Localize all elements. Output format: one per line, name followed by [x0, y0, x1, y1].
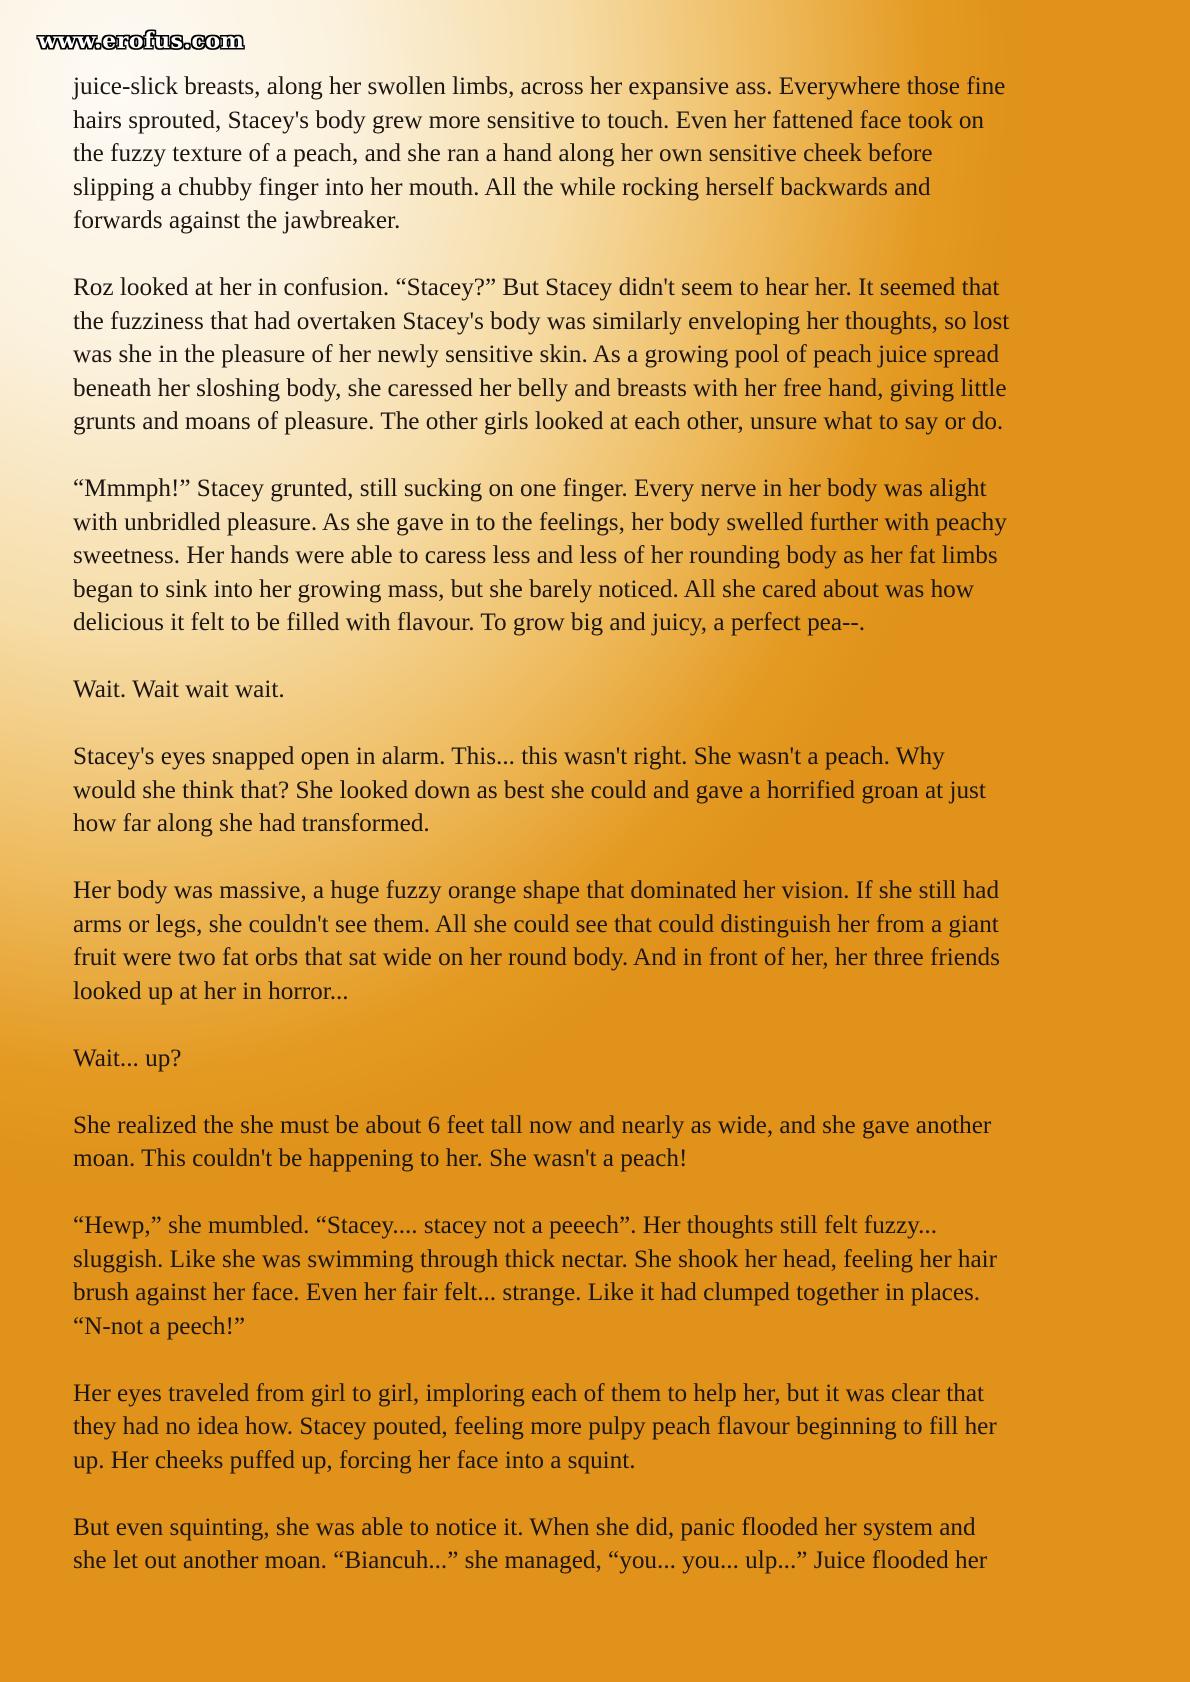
- paragraph: She realized the she must be about 6 feet tall now and nearly as wide, and she gave another moan. This couldn't be happening to her. She wasn't a peach!: [73, 1111, 992, 1172]
- paragraph: juice-slick breasts, along her swollen limbs, across her expansive ass. Everywhere those fine hairs sprouted, Stacey's body grew more sensitive to touch. Even her fattened face took on the fuzzy texture of a peach, and she ran a hand along her own sensitive cheek before slipping a chubby finger into her mouth. All the while rocking herself backwards and forwards against the jawbreaker.: [73, 73, 1006, 234]
- story-text: [73, 70, 1133, 1611]
- paragraph: But even squinting, she was able to notice it. When she did, panic flooded her system and she let out another moan. “Biancuh...” she managed, “you... you... ulp...” Juice flooded her: [73, 1513, 988, 1574]
- paragraph: Stacey's eyes snapped open in alarm. This... this wasn't right. She wasn't a peach. Why would she think that? She looked down as best she could and gave a horrified groan at just how far along she had transformed.: [73, 743, 986, 837]
- paragraph: Her body was massive, a huge fuzzy orange shape that dominated her vision. If she still had arms or legs, she couldn't see them. All she could see that could distinguish her from a giant fruit were two fat orbs that sat wide on her round body. And in front of her, her three friends looked up at her in horror...: [73, 877, 1000, 1005]
- paragraph: Her eyes traveled from girl to girl, imploring each of them to help her, but it was clear that they had no idea how. Stacey pouted, feeling more pulpy peach flavour beginning to fill her up. Her cheeks puffed up, forcing her face into a squint.: [73, 1379, 997, 1474]
- paragraph: Wait... up?: [73, 1044, 182, 1072]
- paragraph: Wait. Wait wait wait.: [73, 676, 285, 703]
- paragraph: Roz looked at her in confusion. “Stacey?” But Stacey didn't seem to hear her. It seemed that the fuzziness that had overtaken Stacey's body was similarly enveloping her thoughts, so lost was she in the pleasure of her newly sensitive skin. As a growing pool of peach juice spread beneath her sloshing body, she caressed her belly and breasts with her free hand, giving little grunts and moans of pleasure. The other girls looked at each other, unsure what to say or do.: [73, 274, 1010, 435]
- paragraph: “Mmmph!” Stacey grunted, still sucking on one finger. Every nerve in her body was alight with unbridled pleasure. As she gave in to the feelings, her body swelled further with peachy sweetness. Her hands were able to caress less and less of her rounding body as her fat limbs began to sink into her growing mass, but she barely noticed. All she cared about was how delicious it felt to be filled with flavour. To grow big and juicy, a perfect pea--.: [73, 475, 1007, 636]
- site-watermark: www.erofus.com: [38, 28, 245, 54]
- paragraph: “Hewp,” she mumbled. “Stacey.... stacey not a peeech”. Her thoughts still felt fuzzy... sluggish. Like she was swimming through thick nectar. She shook her head, feeling her hair brush against her face. Even her fair felt... strange. Like it had clumped together in places. “N-not a peech!”: [73, 1212, 998, 1340]
